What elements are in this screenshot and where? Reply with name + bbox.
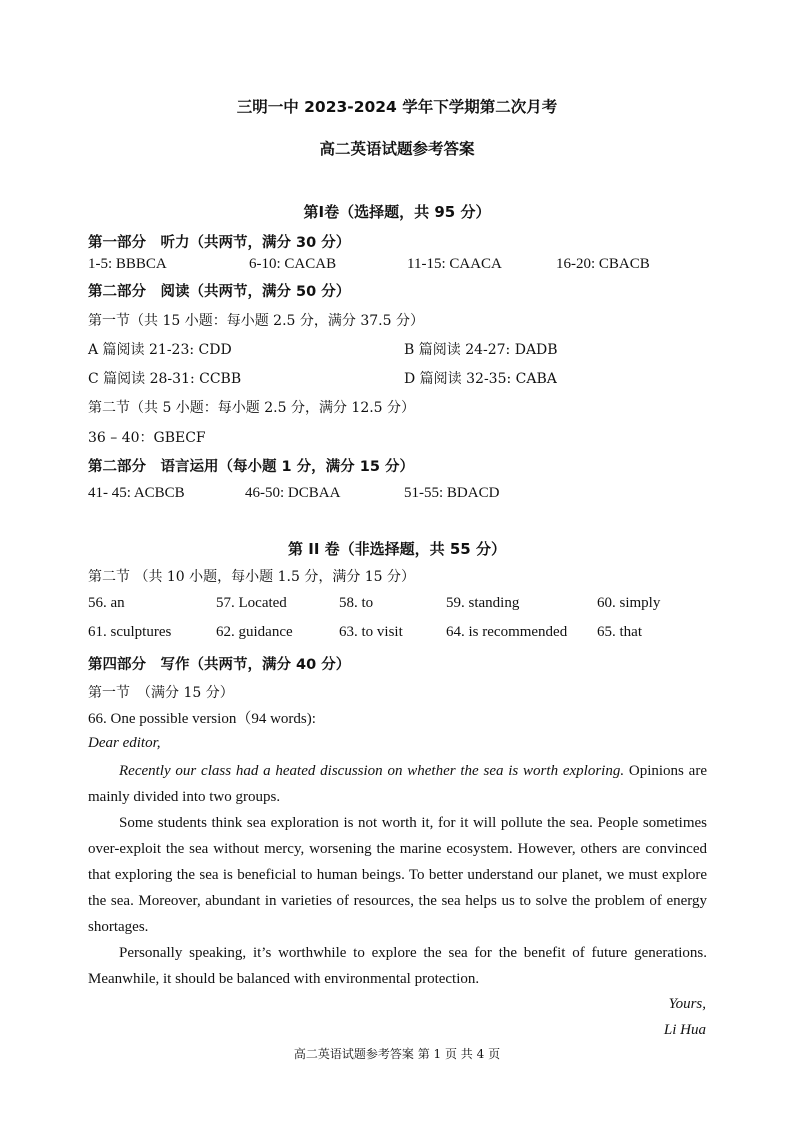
listening-heading: 第一部分 听力（共两节，满分 30 分） bbox=[88, 235, 351, 251]
letter-signature: Li Hua bbox=[663, 1022, 706, 1038]
letter-salutation: Dear editor, bbox=[88, 735, 161, 751]
listening-answer-4: 16-20: CBACB bbox=[556, 256, 650, 272]
reading-answer-c: C 篇阅读 28-31: CCBB bbox=[88, 371, 242, 387]
grammar-answer-63: 63. to visit bbox=[339, 624, 403, 640]
letter-paragraph-2: Some students think sea exploration is not worth it, for it will pollute the sea. People sometimes over-exploit the sea without mercy, worsening the marine ecosystem. However, others are convinced that exploring the sea is beneficial to human beings. To better understand our planet, we must explore the sea. Moreover, abundant in varieties of resources, the sea helps us to solve the problem of energy shortages. bbox=[88, 815, 707, 935]
document-title: 三明一中 2023-2024 学年下学期第二次月考 bbox=[236, 98, 558, 116]
version-label: 66. One possible version（94 words): bbox=[88, 711, 316, 727]
grammar-answer-58: 58. to bbox=[339, 595, 374, 611]
grammar-answer-57: 57. Located bbox=[216, 595, 287, 611]
writing-section1-heading: 第一节 （满分 15 分） bbox=[88, 685, 234, 701]
reading-heading: 第二部分 阅读（共两节，满分 50 分） bbox=[88, 284, 351, 300]
language-use-answer-2: 46-50: DCBAA bbox=[245, 485, 341, 501]
letter-paragraph-1 bbox=[88, 758, 707, 810]
listening-answer-3: 11-15: CAACA bbox=[407, 256, 502, 272]
reading-answer-b: B 篇阅读 24-27: DADB bbox=[404, 342, 558, 358]
grammar-answer-61: 61. sculptures bbox=[88, 624, 172, 640]
reading-section2-answer: 36 – 40：GBECF bbox=[88, 430, 206, 446]
grammar-answer-65: 65. that bbox=[597, 624, 642, 640]
volume1-heading: 第I卷（选择题，共 95 分） bbox=[303, 203, 491, 221]
letter-paragraph-1-italic: Recently our class had a heated discussion on whether the sea is worth exploring. bbox=[119, 763, 625, 779]
volume2-heading: 第 II 卷（非选择题，共 55 分） bbox=[288, 540, 506, 558]
letter-paragraph-3: Personally speaking, it’s worthwhile to explore the sea for the benefit of future generations. Meanwhile, it should be balanced with environmental protection. bbox=[88, 945, 707, 987]
writing-heading: 第四部分 写作（共两节，满分 40 分） bbox=[88, 657, 351, 673]
listening-answer-1: 1-5: BBBCA bbox=[88, 256, 167, 272]
letter-paragraph-1-rest: Opinions are mainly divided into two groups. bbox=[88, 763, 707, 805]
grammar-heading: 第二节 （共 10 小题，每小题 1.5 分，满分 15 分） bbox=[88, 569, 416, 585]
language-use-answer-3: 51-55: BDACD bbox=[404, 485, 500, 501]
reading-answer-a: A 篇阅读 21-23: CDD bbox=[88, 342, 232, 358]
listening-answer-2: 6-10: CACAB bbox=[249, 256, 337, 272]
grammar-answer-59: 59. standing bbox=[446, 595, 520, 611]
grammar-answer-60: 60. simply bbox=[597, 595, 661, 611]
language-use-heading: 第二部分 语言运用（每小题 1 分，满分 15 分） bbox=[88, 459, 414, 475]
reading-section2-heading: 第二节（共 5 小题：每小题 2.5 分，满分 12.5 分） bbox=[88, 400, 416, 416]
grammar-answer-56: 56. an bbox=[88, 595, 125, 611]
document-subtitle: 高二英语试题参考答案 bbox=[319, 140, 475, 158]
language-use-answer-1: 41- 45: ACBCB bbox=[88, 485, 185, 501]
grammar-answer-62: 62. guidance bbox=[216, 624, 293, 640]
page-footer: 高二英语试题参考答案 第 1 页 共 4 页 bbox=[293, 1047, 501, 1061]
letter-closing: Yours, bbox=[668, 996, 706, 1012]
reading-answer-d: D 篇阅读 32-35: CABA bbox=[404, 371, 557, 387]
reading-section1-heading: 第一节（共 15 小题：每小题 2.5 分，满分 37.5 分） bbox=[88, 313, 424, 329]
grammar-answer-64: 64. is recommended bbox=[446, 624, 568, 640]
